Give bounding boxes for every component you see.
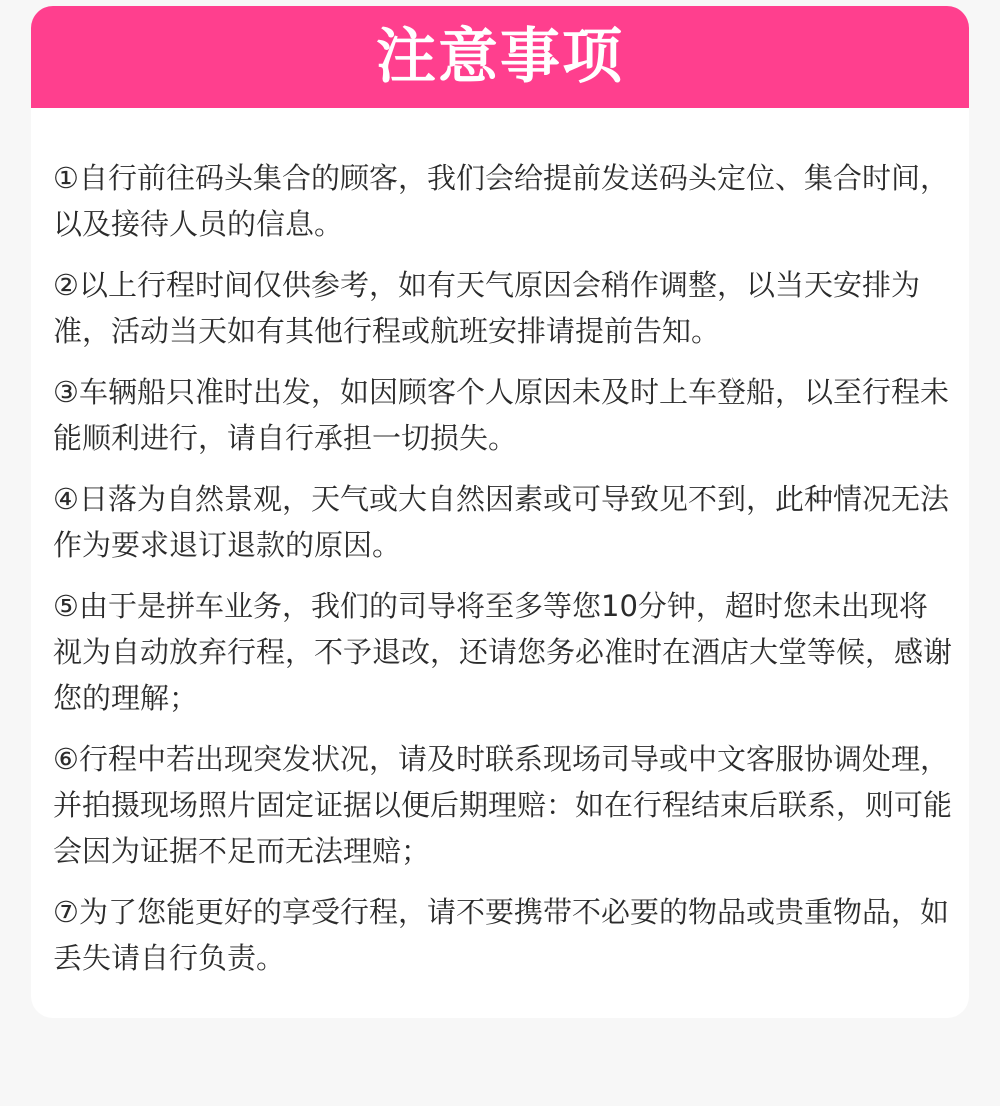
card-header — [31, 6, 969, 108]
notice-item-6: ⑥行程中若出现突发状况，请及时联系现场司导或中文客服协调处理，并拍摄现场照片固定证据以便后期理赔：如在行程结束后联系，则可能会因为证据不足而无法理赔； — [53, 742, 953, 868]
notice-item-7: ⑦为了您能更好的享受行程，请不要携带不必要的物品或贵重物品，如丢失请自行负责。 — [53, 895, 949, 975]
page-title: 注意事项 — [376, 22, 624, 92]
notice-item-1: ①自行前往码头集合的顾客，我们会给提前发送码头定位、集合时间，以及接待人员的信息。 — [53, 161, 949, 241]
notice-card — [31, 6, 969, 1018]
notice-item-4: ④日落为自然景观，天气或大自然因素或可导致见不到，此种情况无法作为要求退订退款的原因。 — [53, 482, 949, 562]
notice-item-3: ③车辆船只准时出发，如因顾客个人原因未及时上车登船，以至行程未能顺利进行，请自行承担一切损失。 — [53, 375, 949, 455]
notice-item-5: ⑤由于是拼车业务，我们的司导将至多等您10分钟，超时您未出现将视为自动放弃行程，不予退改，还请您务必准时在酒店大堂等候，感谢您的理解； — [53, 589, 953, 715]
notice-list — [53, 155, 953, 996]
notice-item-2: ②以上行程时间仅供参考，如有天气原因会稍作调整，以当天安排为准，活动当天如有其他行程或航班安排请提前告知。 — [53, 268, 920, 348]
